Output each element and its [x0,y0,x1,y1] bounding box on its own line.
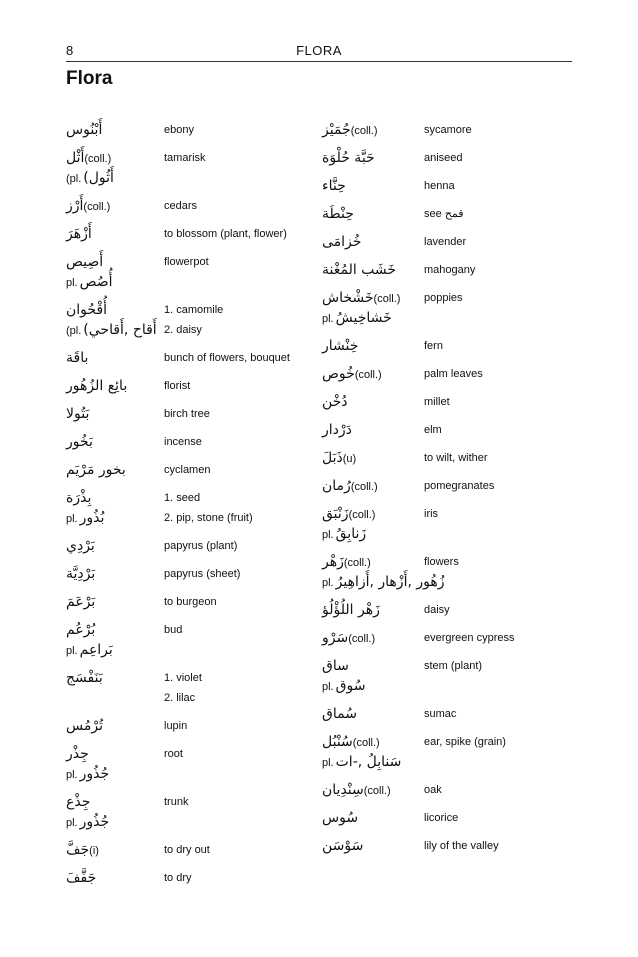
english-gloss: aniseed [424,152,463,164]
headword-cell [322,364,382,385]
english-gloss: bud [164,624,183,636]
arabic-term: تُرْمُس [66,718,103,734]
headword-cell [66,868,96,888]
english-gloss: ebony [164,124,194,136]
glossary-entry [322,204,572,224]
headword-cell [66,404,89,424]
arabic-term: سُماق [322,706,357,722]
english-gloss: palm leaves [424,368,483,380]
entry-line [322,676,572,696]
glossary-entry [322,780,572,800]
glossary-entry [66,404,311,424]
headword-cell [322,524,366,545]
english-gloss: trunk [164,796,189,808]
entry-line [66,620,311,640]
arabic-term: بائِع الزُهُور [66,378,128,394]
entry-line [66,536,311,556]
plural-marker: pl. [322,529,334,541]
headword-cell [322,392,348,412]
glossary-entry [322,176,572,196]
glossary-entry [66,488,311,528]
english-gloss: flowerpot [164,256,209,268]
entry-line [66,868,311,888]
english-gloss: sycamore [424,124,472,136]
headword-cell [322,780,391,801]
glossary-entry [322,628,572,648]
english-gloss: 1. camomile [164,304,224,316]
entry-line [322,420,572,440]
english-gloss: incense [164,436,202,448]
headword-cell [66,224,92,244]
entry-line [66,224,311,244]
arabic-term: بَخُور [66,434,93,450]
arabic-term: زُهُور ,أَزْهار ,أَزاهِيرُ [335,574,445,590]
headword-cell [66,148,111,169]
english-gloss: see قمح [424,208,464,220]
glossary-entry [322,232,572,252]
glossary-entry [66,252,311,292]
arabic-term: دَرْدار [322,422,352,438]
glossary-entry [66,536,311,556]
plural-marker: pl. [322,757,334,769]
entry-line [322,656,572,676]
arabic-term: بَتُولا [66,406,90,422]
english-gloss: pomegranates [424,480,495,492]
entry-line [66,592,311,612]
headword-cell [66,716,103,736]
entry-line [322,780,572,800]
page-title: Flora [66,68,113,89]
english-gloss: licorice [424,812,459,824]
headword-cell [322,148,375,168]
glossary-entry [322,656,572,696]
glossary-entry [322,600,572,620]
headword-cell [66,196,110,217]
headword-cell [322,308,392,329]
entry-line [322,288,572,308]
headword-cell [66,640,113,661]
headword-cell [66,488,91,508]
arabic-term: بَرْعَمَ [66,594,96,610]
arabic-term: خَشاخِيشُ [335,310,392,326]
arabic-term: حِنْطَة [322,206,354,222]
entry-line [322,336,572,356]
entry-line [322,628,572,648]
headword-cell [66,840,99,861]
entry-line [66,792,311,812]
entry-line [322,732,572,752]
entry-line [66,508,311,528]
entry-line [66,168,311,188]
grammar-note: (u) [342,453,357,465]
page-number: 8 [66,43,74,58]
entry-line [66,688,311,708]
headword-cell [322,572,445,593]
plural-marker: pl. [322,313,334,325]
english-gloss: to blossom (plant, flower) [164,228,287,240]
arabic-term: أُصُص [79,274,113,290]
arabic-term: باقَة [66,350,89,366]
glossary-entry [66,300,311,340]
headword-cell [66,812,109,833]
arabic-term: زَهْر اللُؤْلُؤ [322,602,380,618]
arabic-term: جَفَّفَ [66,870,97,886]
glossary-entry [322,420,572,440]
entry-line [66,488,311,508]
right-column [322,120,572,856]
headword-cell [322,336,358,356]
entry-line [322,448,572,468]
english-gloss: 1. violet [164,672,202,684]
entry-line [322,552,572,572]
grammar-note: (coll.) [352,737,380,749]
english-gloss: 1. seed [164,492,201,504]
arabic-term: جُذُور [79,766,110,782]
plural-marker: pl. [66,513,78,525]
arabic-term: دُخْن [322,394,348,410]
arabic-term: أَزْهَرَ [66,226,92,242]
entry-line [322,704,572,724]
headword-cell [322,628,375,649]
headword-cell [66,300,107,320]
headword-cell [66,120,102,140]
arabic-term: بُذُور [79,510,105,526]
grammar-note: (coll.) [348,633,376,645]
headword-cell [322,476,378,497]
arabic-term: أَبْنُوس [66,122,103,138]
entry-line [322,572,572,592]
entry-line [66,668,311,688]
entry-line [66,812,311,832]
entry-line [66,196,311,216]
english-gloss: cedars [164,200,198,212]
arabic-term: جِذْع [66,794,91,810]
glossary-entry [66,840,311,860]
arabic-term: سَنابِلُ ,-ات [335,754,402,770]
glossary-entry [66,592,311,612]
entry-line [322,524,572,544]
entry-line [322,836,572,856]
arabic-term: أُقْحُوان [66,302,108,318]
glossary-entry [66,620,311,660]
entry-line [322,176,572,196]
english-gloss: evergreen cypress [424,632,515,644]
headword-cell [322,836,363,856]
plural-marker: pl. [322,577,334,589]
english-gloss: ear, spike (grain) [424,736,506,748]
entry-line [66,460,311,480]
english-gloss: 2. daisy [164,324,202,336]
headword-cell [66,592,95,612]
glossary-entry [322,476,572,496]
left-column [66,120,311,888]
headword-cell [66,620,95,640]
english-gloss: cyclamen [164,464,211,476]
arabic-term: زَهْر [322,554,344,570]
plural-marker: pl. [66,817,78,829]
plural-marker: pl. [66,277,78,289]
headword-cell [322,176,346,196]
arabic-term: أَرْز [66,198,84,214]
arabic-term: خُوص [322,366,355,382]
grammar-note: (coll.) [84,153,112,165]
headword-cell [322,676,365,697]
english-gloss: papyrus (plant) [164,540,238,552]
english-gloss: sumac [424,708,457,720]
headword-cell [322,600,380,620]
english-gloss: to dry [164,872,192,884]
headword-cell [322,204,354,224]
english-gloss: to burgeon [164,596,217,608]
arabic-term: زَنابِقُ [335,526,367,542]
english-gloss: oak [424,784,442,796]
entry-line [322,148,572,168]
headword-cell [66,536,95,556]
headword-cell [66,744,89,764]
arabic-term: حَبَّة حُلْوَة [322,150,375,166]
arabic-term: سِنْدِيان [322,782,364,798]
entry-line [322,232,572,252]
glossary-entry [66,868,311,888]
grammar-note: (coll.) [373,293,401,305]
headword-cell [66,272,113,293]
entry-line [66,564,311,584]
headword-cell [322,656,349,676]
headword-cell [322,120,378,141]
grammar-note: (coll.) [350,481,378,493]
english-gloss: birch tree [164,408,210,420]
entry-line [66,840,311,860]
entry-line [322,392,572,412]
entry-line [66,764,311,784]
entry-line [66,320,311,340]
glossary-entry [322,836,572,856]
arabic-term: أَثُول) [83,170,114,186]
headword-cell [322,448,356,469]
arabic-term: خَشْخاش [322,290,374,306]
english-gloss: bunch of flowers, bouquet [164,352,290,364]
arabic-term: جُمَيْز [322,122,351,138]
glossary-entry [66,148,311,188]
arabic-term: حِنَّاء [322,178,346,194]
entry-line [322,600,572,620]
entry-line [66,640,311,660]
headword-cell [66,348,88,368]
grammar-note: (coll.) [343,557,371,569]
arabic-term: بِذْرَة [66,490,92,506]
headword-cell [66,508,104,529]
headword-cell [66,168,114,189]
plural-marker: pl. [66,769,78,781]
entry-line [66,252,311,272]
headword-cell [322,704,357,724]
glossary-entry [66,376,311,396]
english-gloss: flowers [424,556,459,568]
english-gloss: stem (plant) [424,660,483,672]
glossary-entry [66,348,311,368]
arabic-term: سُنْبُل [322,734,353,750]
headword-cell [66,792,90,812]
english-gloss: elm [424,424,442,436]
entry-line [66,300,311,320]
headword-cell [322,260,396,280]
entry-line [66,148,311,168]
glossary-entry [322,392,572,412]
arabic-term: أَثْل [66,150,85,166]
glossary-entry [322,704,572,724]
glossary-entry [66,460,311,480]
entry-line [66,744,311,764]
arabic-term: سُوس [322,810,359,826]
grammar-note: (coll.) [350,125,378,137]
english-gloss: iris [424,508,439,520]
grammar-note: (coll.) [348,509,376,521]
english-gloss: poppies [424,292,463,304]
english-gloss: 2. lilac [164,692,196,704]
headword-cell [66,668,103,688]
english-gloss: mahogany [424,264,476,276]
headword-cell [322,232,361,252]
glossary-entry [322,288,572,328]
entry-line [66,404,311,424]
entry-line [322,808,572,828]
arabic-term: بَرْدِيَّة [66,566,96,582]
arabic-term: خِنْشار [322,338,359,354]
glossary-entry [322,504,572,544]
arabic-term: جِذْر [66,746,89,762]
entry-line [322,504,572,524]
arabic-term: بَنَفْسَج [66,670,103,686]
headword-cell [322,732,380,753]
arabic-term: زَنْبَق [322,506,349,522]
entry-line [66,716,311,736]
headword-cell [66,432,93,452]
glossary-entry [66,564,311,584]
entry-line [66,432,311,452]
english-gloss: papyrus (sheet) [164,568,241,580]
glossary-entry [66,432,311,452]
glossary-entry [66,744,311,784]
entry-line [322,260,572,280]
headword-cell [66,320,157,341]
headword-cell [322,420,352,440]
header-rule [66,61,572,62]
headword-cell [322,752,401,773]
english-gloss: 2. pip, stone (fruit) [164,512,253,524]
entry-line [322,476,572,496]
glossary-entry [322,364,572,384]
glossary-entry [322,552,572,592]
glossary-entry [322,732,572,772]
plural-marker: pl. [322,681,334,693]
english-gloss: tamarisk [164,152,206,164]
english-gloss: lavender [424,236,467,248]
headword-cell [66,376,127,396]
grammar-note: (coll.) [354,369,382,381]
glossary-entry [66,196,311,216]
glossary-entry [66,716,311,736]
arabic-term: أَصِيص [66,254,104,270]
glossary-entry [322,260,572,280]
arabic-term: رُمان [322,478,351,494]
english-gloss: daisy [424,604,450,616]
english-gloss: lily of the valley [424,840,499,852]
plural-marker: (pl. [66,325,82,337]
glossary-entry [322,448,572,468]
english-gloss: florist [164,380,191,392]
arabic-term: سُوق [335,678,366,694]
arabic-term: جُذُور [79,814,110,830]
grammar-note: (coll.) [83,201,111,213]
glossary-entry [322,336,572,356]
english-gloss: to wilt, wither [424,452,488,464]
arabic-term: بُرْعُم [66,622,96,638]
headword-cell [322,288,400,309]
glossary-entry [322,148,572,168]
entry-line [322,120,572,140]
headword-cell [66,764,109,785]
entry-line [66,272,311,292]
headword-cell [66,252,103,272]
headword-cell [322,504,375,525]
arabic-term: ذَبَلَ [322,450,343,466]
english-gloss: fern [424,340,443,352]
arabic-term: أَقاح ,أَقاحي) [83,322,157,338]
english-gloss: henna [424,180,455,192]
entry-line [66,348,311,368]
headword-cell [322,552,371,573]
plural-marker: pl. [66,645,78,657]
entry-line [66,376,311,396]
arabic-term: ساق [322,658,349,674]
entry-line [322,752,572,772]
glossary-entry [66,120,311,140]
running-title: FLORA [296,43,342,58]
arabic-term: سَوْسَن [322,838,364,854]
grammar-note: (coll.) [363,785,391,797]
entry-line [66,120,311,140]
glossary-entry [66,224,311,244]
arabic-term: سَرْو [322,630,349,646]
english-gloss: to dry out [164,844,210,856]
headword-cell [66,564,95,584]
grammar-note: (i) [89,845,99,857]
headword-cell [322,808,358,828]
english-gloss: lupin [164,720,188,732]
entry-line [322,308,572,328]
english-gloss: millet [424,396,450,408]
glossary-entry [322,120,572,140]
entry-line [322,364,572,384]
entry-line [322,204,572,224]
glossary-entry [66,792,311,832]
arabic-term: بَراعِم [79,642,113,658]
glossary-entry [66,668,311,708]
arabic-term: بخور مَرْيَم [66,462,126,478]
arabic-term: خُزامَى [322,234,362,250]
page-header [66,43,572,61]
english-gloss: root [164,748,183,760]
arabic-term: بَرْدِي [66,538,95,554]
plural-marker: (pl. [66,173,82,185]
glossary-entry [322,808,572,828]
headword-cell [66,460,126,480]
arabic-term: جَفَّ [66,842,90,858]
arabic-term: خَشَب المُغْنة [322,262,397,278]
